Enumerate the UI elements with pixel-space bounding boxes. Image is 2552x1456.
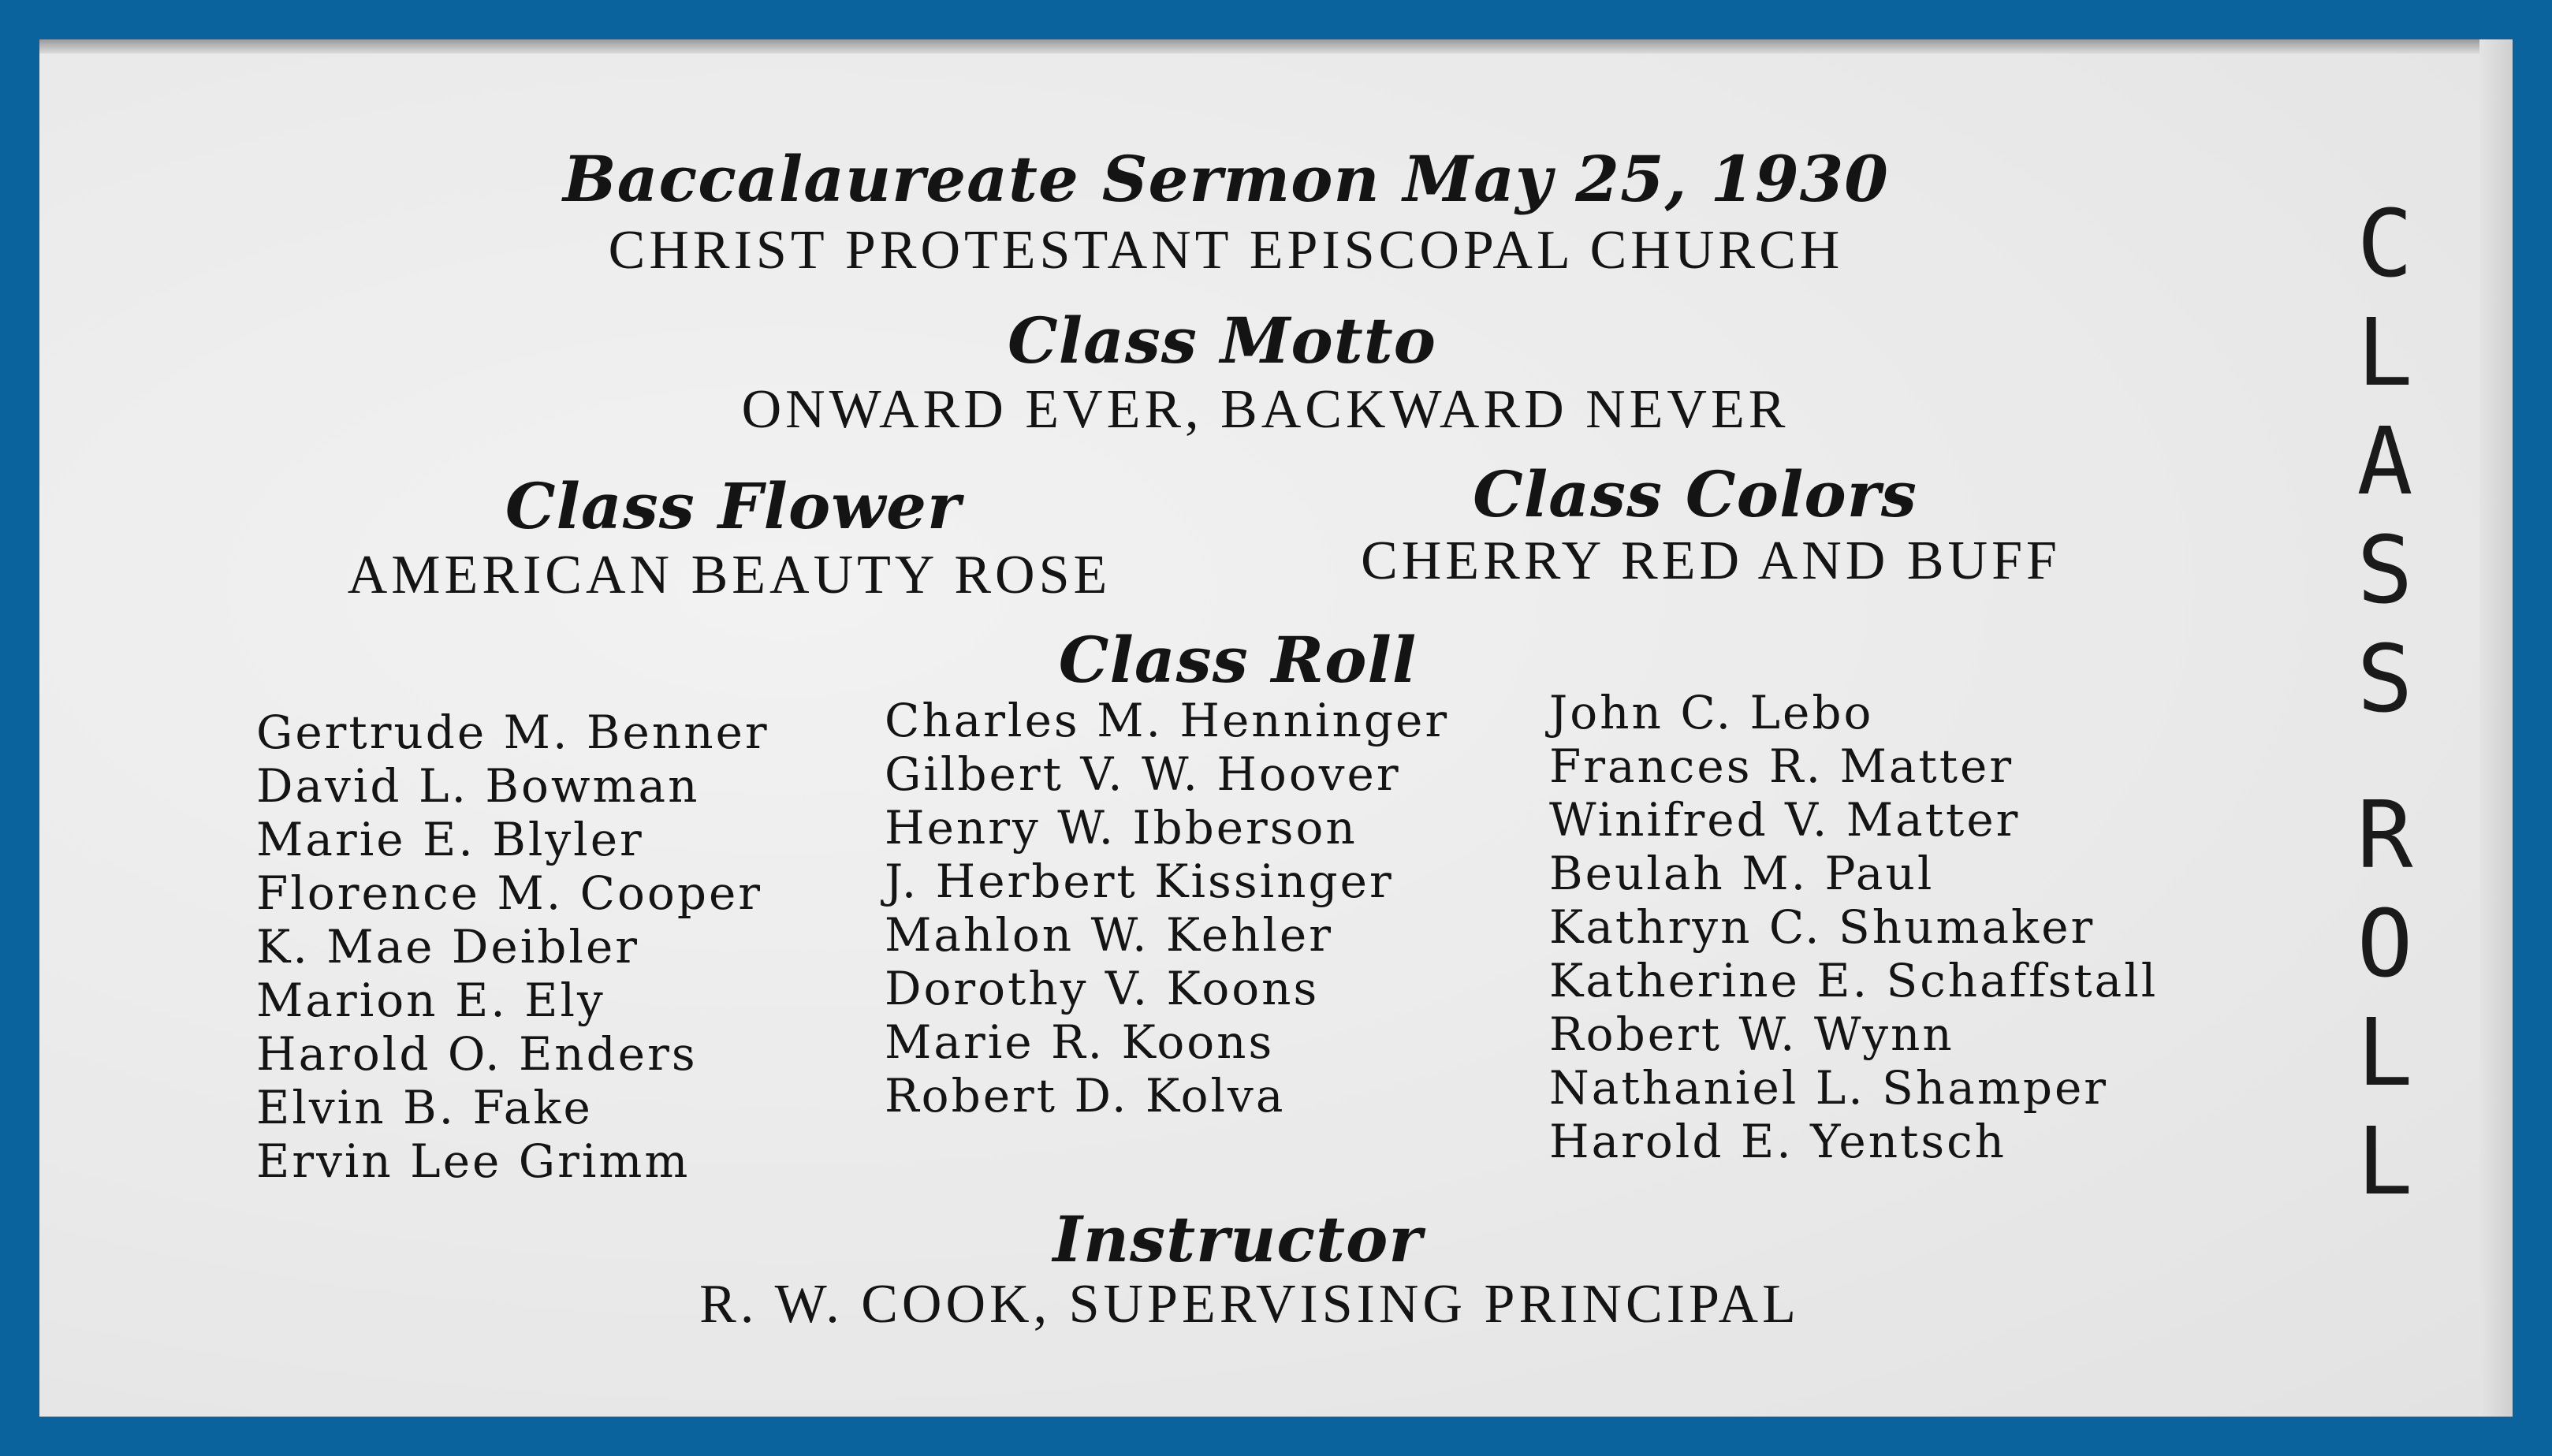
flower-heading: Class Flower [505,469,962,543]
side-title [2345,189,2424,1216]
roll-name: Mahlon W. Kehler [885,908,1333,962]
roll-column-3 [1549,686,2158,1168]
roll-name: Frances R. Matter [1549,739,2014,793]
roll-name: Robert D. Kolva [885,1069,1286,1123]
motto-heading: Class Motto [1007,303,1437,378]
paper-right-edge [2479,39,2513,1417]
side-title-letter: S [2356,516,2413,624]
motto-text: ONWARD EVER, BACKWARD NEVER [741,379,1790,440]
roll-name: Robert W. Wynn [1549,1007,1954,1061]
roll-name: Harold O. Enders [256,1027,698,1081]
side-title-letter: A [2356,407,2413,516]
roll-name: Kathryn C. Shumaker [1549,900,2096,954]
side-title-letter: L [2356,1107,2413,1216]
colors-heading: Class Colors [1473,457,1917,531]
roll-name: K. Mae Deibler [256,920,640,974]
sermon-title: Baccalaureate Sermon May 25, 1930 [563,142,1889,216]
roll-name: J. Herbert Kissinger [885,855,1394,908]
roll-column-1 [256,706,769,1188]
church-name: CHRIST PROTESTANT EPISCOPAL CHURCH [608,220,1844,281]
side-title-letter: O [2356,889,2413,998]
roll-name: Winifred V. Matter [1549,793,2021,847]
side-title-letter: L [2356,998,2413,1107]
side-title-gap [2345,733,2424,780]
roll-heading: Class Roll [1058,623,1418,697]
roll-name: Henry W. Ibberson [885,801,1358,855]
roll-name: Ervin Lee Grimm [256,1134,691,1188]
roll-name: Florence M. Cooper [256,866,763,920]
roll-name: Marie E. Blyler [256,813,644,866]
colors-text: CHERRY RED AND BUFF [1361,531,2061,591]
paper-top-edge [39,39,2513,54]
roll-name: Katherine E. Schaffstall [1549,954,2159,1007]
side-title-letter: L [2356,298,2413,407]
flower-text: AMERICAN BEAUTY ROSE [347,545,1112,605]
roll-name: David L. Bowman [256,759,700,813]
roll-name: Charles M. Henninger [885,694,1450,747]
roll-name: Elvin B. Fake [256,1081,593,1134]
roll-column-2 [885,694,1449,1123]
side-title-letter: C [2356,189,2413,298]
roll-name: Gertrude M. Benner [256,706,769,759]
roll-name: Gilbert V. W. Hoover [885,747,1401,801]
side-title-letter: S [2356,624,2413,733]
roll-name: Marie R. Koons [885,1015,1275,1069]
roll-name: Dorothy V. Koons [885,962,1320,1015]
instructor-heading: Instructor [1052,1202,1423,1276]
instructor-text: R. W. COOK, SUPERVISING PRINCIPAL [699,1274,1800,1335]
roll-name: Nathaniel L. Shamper [1549,1061,2109,1115]
roll-name: Beulah M. Paul [1549,847,1935,900]
roll-name: John C. Lebo [1549,686,1874,739]
roll-name: Harold E. Yentsch [1549,1115,2006,1168]
roll-name: Marion E. Ely [256,974,605,1027]
side-title-letter: R [2356,780,2413,889]
